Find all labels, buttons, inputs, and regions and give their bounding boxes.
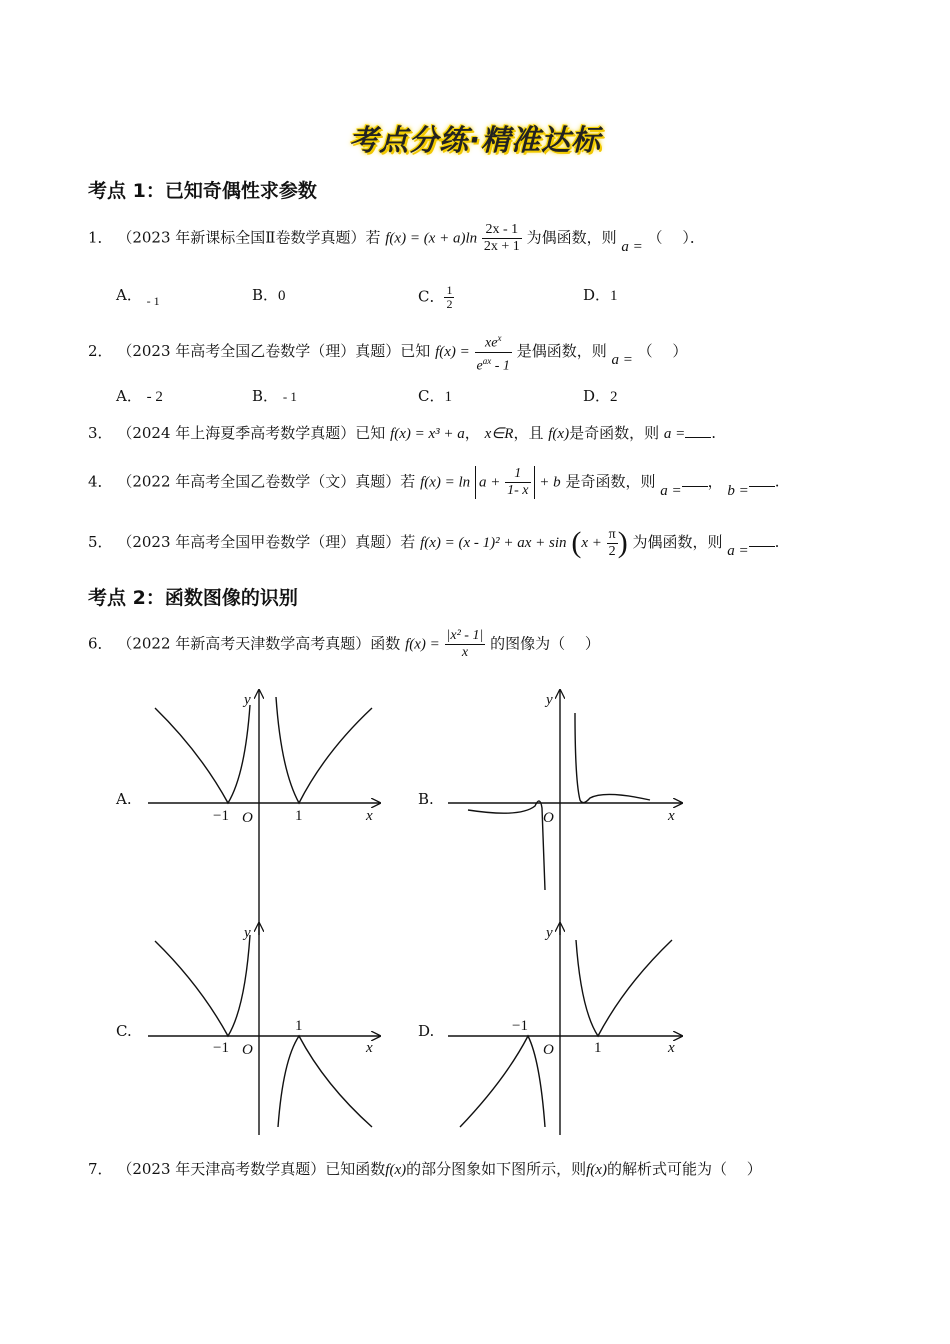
question-source: （2022 年高考全国乙卷数学（文）真题）若 xyxy=(117,472,416,491)
fraction: $\frac{\text{|x² - 1|}}{x}$ xyxy=(446,628,484,660)
question-tail: 是奇函数，则 xyxy=(565,472,656,491)
graph-a xyxy=(148,690,380,935)
question-tail: 的图像为（ ） xyxy=(490,634,600,653)
graph-c xyxy=(148,923,380,1135)
axis-x-label: x xyxy=(668,1040,675,1056)
function-expression: f(x) = xyxy=(405,636,440,653)
fraction: $\frac{2x - 1}{2x + 1}$ xyxy=(483,222,520,254)
axis-x-label: x xyxy=(366,1040,373,1056)
question-source: （2023 年新课标全国Ⅱ卷数学真题）若 xyxy=(117,228,381,247)
option-a[interactable]: A． - 2 xyxy=(116,387,163,405)
variable-b: b = xyxy=(727,482,749,499)
axis-y-label: y xyxy=(546,692,553,708)
graph-option-b-label[interactable]: B. xyxy=(418,790,434,808)
fraction: $\frac{xe^x}{e^{ax} - 1}$ xyxy=(475,330,512,374)
tick-one: 1 xyxy=(295,808,303,824)
graph-option-c-label[interactable]: C. xyxy=(116,1022,132,1040)
tick-minus-one: −1 xyxy=(213,808,229,824)
question-source: （2022 年新高考天津数学高考真题）函数 xyxy=(117,634,401,653)
question-number: 6． xyxy=(88,634,113,653)
question-source: （2024 年上海夏季高考数学真题）已知 xyxy=(117,424,386,442)
graph-option-a-label[interactable]: A. xyxy=(116,790,132,808)
option-b[interactable]: B．0 xyxy=(252,286,286,304)
option-d[interactable]: D．2 xyxy=(583,387,618,405)
option-b[interactable]: B． - 1 xyxy=(252,387,297,405)
variable-a: a = xyxy=(660,482,682,499)
option-d[interactable]: D．1 xyxy=(583,286,618,304)
question-number: 2． xyxy=(88,342,113,361)
section-heading-1: 考点 1：已知奇偶性求参数 xyxy=(88,180,317,202)
function-expression: f(x) = ln xyxy=(420,474,471,491)
answer-paren: （ ） xyxy=(637,342,688,361)
option-c[interactable]: C．1 xyxy=(418,387,452,405)
axis-x-label: x xyxy=(668,808,675,824)
function-expression: f(x) = (x - 1)² + ax + sin xyxy=(420,535,567,551)
question-number: 4． xyxy=(88,472,113,491)
question-number: 3． xyxy=(88,424,113,442)
function-expression-2: f(x) xyxy=(586,1162,607,1178)
origin-label: O xyxy=(543,1042,554,1058)
question-4: 4． （2022 年高考全国乙卷数学（文）真题）若 f(x) = ln a + $\frac{1}{1- x}$ + b 是奇函数，则 a = ， b = . xyxy=(88,466,780,499)
axis-y-label: y xyxy=(244,925,251,941)
page-title: 考点分练·精准达标 xyxy=(348,123,602,157)
answer-paren: （ ）． xyxy=(647,228,705,247)
tick-one: 1 xyxy=(295,1018,303,1034)
question-source: （2023 年高考全国乙卷数学（理）真题）已知 xyxy=(117,342,431,361)
question-tail: 为偶函数，则 xyxy=(632,533,723,551)
graph-d xyxy=(448,923,682,1135)
question-3: 3． （2024 年上海夏季高考数学真题）已知 f(x) = x³ + a， x∈R，且 f(x)是奇函数，则 a = . xyxy=(88,424,717,442)
question-number: 1． xyxy=(88,228,113,247)
graph-b xyxy=(448,690,682,935)
origin-label: O xyxy=(543,810,554,826)
axis-y-label: y xyxy=(244,692,251,708)
condition: x∈R xyxy=(484,426,514,442)
question-source: （2023 年高考全国甲卷数学（理）真题）若 xyxy=(117,533,416,551)
option-a[interactable]: A． $_{- 1}$ xyxy=(116,286,160,308)
tick-minus-one: −1 xyxy=(512,1018,528,1034)
question-number: 5． xyxy=(88,533,113,551)
question-number: 7． xyxy=(88,1160,113,1178)
variable-a: a = xyxy=(727,543,749,559)
question-tail: 是偶函数，则 xyxy=(516,342,607,361)
function-expression: f(x) = x³ + a xyxy=(390,426,465,442)
function-expression-2: f(x) xyxy=(548,426,570,442)
question-7: 7． （2023 年天津高考数学真题）已知函数f(x)的部分图象如下图所示，则f(x)的解析式可能为（ ） xyxy=(88,1160,762,1178)
section-heading-2: 考点 2：函数图像的识别 xyxy=(88,587,298,609)
absolute-value: a + $\frac{1}{1- x}$ xyxy=(475,466,535,499)
axis-y-label: y xyxy=(546,925,553,941)
origin-label: O xyxy=(242,1042,253,1058)
variable-a: a = xyxy=(621,238,643,255)
axis-x-label: x xyxy=(366,808,373,824)
tick-one: 1 xyxy=(594,1040,602,1056)
variable-a: a = xyxy=(663,426,686,442)
function-expression: f(x) = (x + a)ln xyxy=(385,230,478,247)
question-tail: 为偶函数，则 xyxy=(526,228,617,247)
question-5: 5． （2023 年高考全国甲卷数学（理）真题）若 f(x) = (x - 1)² + ax + sin (x + $\frac{\pi}{2}$ ) 为偶函数，则 a = . xyxy=(88,526,780,559)
tick-minus-one: −1 xyxy=(213,1040,229,1056)
function-expression: f(x) = xyxy=(435,344,470,361)
question-source: （2023 年天津高考数学真题）已知函数 xyxy=(117,1160,386,1178)
option-c[interactable]: C． $\frac{1}{2}$ xyxy=(418,283,453,311)
graph-option-d-label[interactable]: D. xyxy=(418,1022,435,1040)
variable-a: a = xyxy=(611,352,633,369)
origin-label: O xyxy=(242,810,253,826)
function-expression: f(x) xyxy=(385,1162,407,1178)
